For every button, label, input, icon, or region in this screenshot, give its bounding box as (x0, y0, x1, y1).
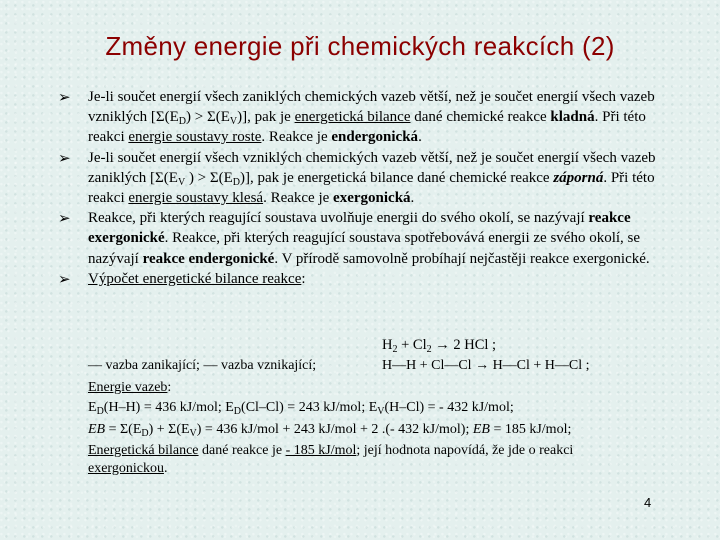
underlined-term: energie soustavy klesá (128, 190, 264, 207)
arrowhead-bullet-icon: ➢ (58, 209, 71, 228)
subscript: 2 (392, 344, 398, 355)
bullet-item-1 (58, 87, 668, 148)
underlined-term: Energetická bilance (88, 443, 199, 458)
bullet-item-3 (58, 208, 668, 269)
text: dané chemické reakce (410, 109, 551, 126)
text: : (301, 270, 306, 287)
underlined-heading: Energie vazeb (88, 380, 168, 395)
text: (Cl–Cl) = 243 kJ/mol; E (241, 400, 378, 415)
text: ; její hodnota napovídá, že jde o reakci (356, 443, 574, 458)
text: . Reakce je (263, 190, 334, 207)
arrowhead-bullet-icon: ➢ (58, 88, 71, 106)
subscript: D (233, 406, 242, 417)
bond-energies-values (88, 399, 514, 417)
text: Reakce, při kterých reagující soustava uvolňuje energii do svého okolí, se nazývají (88, 210, 589, 227)
text: + Cl (397, 337, 427, 353)
bond-legend: — vazba zanikající; — vazba vznikající; (88, 358, 317, 373)
text: → 2 HCl ; (431, 337, 497, 353)
bond-energies-heading (88, 379, 171, 397)
subscript: V (177, 176, 186, 188)
page-number: 4 (644, 495, 652, 510)
bold-italic-term: záporná (553, 169, 604, 186)
underlined-heading: Výpočet energetické bilance reakce (88, 270, 302, 287)
subscript: D (96, 406, 104, 417)
text: )], pak je energetická bilance dané chemické reakce (240, 169, 554, 186)
text: = Σ(E (105, 422, 142, 437)
subscript: D (178, 116, 187, 128)
slide-title: Změny energie při chemických reakcích (2) (105, 31, 615, 61)
text: . Reakce je (261, 129, 332, 146)
subscript: V (189, 428, 197, 439)
text: . V přírodě samovolně probíhají nejčastěji reakce exergonické. (274, 250, 650, 267)
bold-term: endergonická (331, 129, 419, 146)
text: (H–Cl) = - 432 kJ/mol; (384, 400, 514, 415)
energy-balance-conclusion-end (88, 460, 167, 478)
text: . (163, 461, 168, 476)
underlined-term: energetická bilance (294, 109, 411, 126)
energy-balance-calculation (88, 421, 571, 439)
text: . (410, 190, 415, 207)
text: E (88, 400, 97, 415)
subscript: V (229, 116, 238, 128)
text: ) = 436 kJ/mol + 243 kJ/mol + 2 .(- 432 kJ/mol); (196, 422, 473, 437)
reaction-equation (382, 336, 496, 354)
bold-term: reakce endergonické (142, 250, 275, 267)
text: . (418, 129, 422, 146)
energy-balance-conclusion (88, 442, 573, 460)
arrowhead-bullet-icon: ➢ (58, 148, 71, 167)
text: ) > Σ(E (186, 109, 230, 126)
text: ) > Σ(E (185, 169, 233, 186)
text: . Při této reakci (88, 109, 646, 146)
arrowhead-bullet-icon: ➢ (58, 269, 71, 288)
bullet-list (58, 87, 668, 289)
text: . Reakce, při kterých reagující soustava spotřebovává energii ze svého okolí, se nazývají (88, 230, 641, 267)
bullet-item-4 (58, 269, 668, 289)
bold-term: kladná (550, 109, 595, 126)
bullet-item-2 (58, 148, 668, 209)
text: : (167, 380, 172, 395)
subscript: V (377, 406, 385, 417)
underlined-term: energie soustavy roste (128, 129, 262, 146)
subscript: D (141, 428, 149, 439)
text: = 185 kJ/mol; (489, 422, 572, 437)
text: H (382, 337, 393, 353)
text: . Při této reakci (88, 169, 655, 207)
text: ) + Σ(E (148, 422, 190, 437)
underlined-term: - 185 kJ/mol (285, 443, 357, 458)
text: )], pak je (237, 109, 295, 126)
subscript: 2 (426, 344, 432, 355)
structural-equation: H—H + Cl—Cl → H—Cl + H—Cl ; (382, 358, 590, 373)
text: (H–H) = 436 kJ/mol; E (103, 400, 234, 415)
subscript: D (232, 176, 241, 188)
bold-term: exergonická (333, 190, 411, 207)
text: EB (88, 422, 106, 437)
text: Je-li součet energií všech vzniklých chemických vazeb větší, než je součet energií všech vazeb zaniklých [Σ(E (88, 149, 656, 186)
text: Je-li součet energií všech zaniklých chemických vazeb větší, než je součet energií všech vazeb vzniklých [Σ(E (88, 89, 655, 126)
bold-term: reakce exergonické (88, 210, 631, 247)
underlined-term: exergonickou (88, 461, 164, 476)
text: EB (472, 422, 490, 437)
text: dané reakce je (198, 443, 286, 458)
